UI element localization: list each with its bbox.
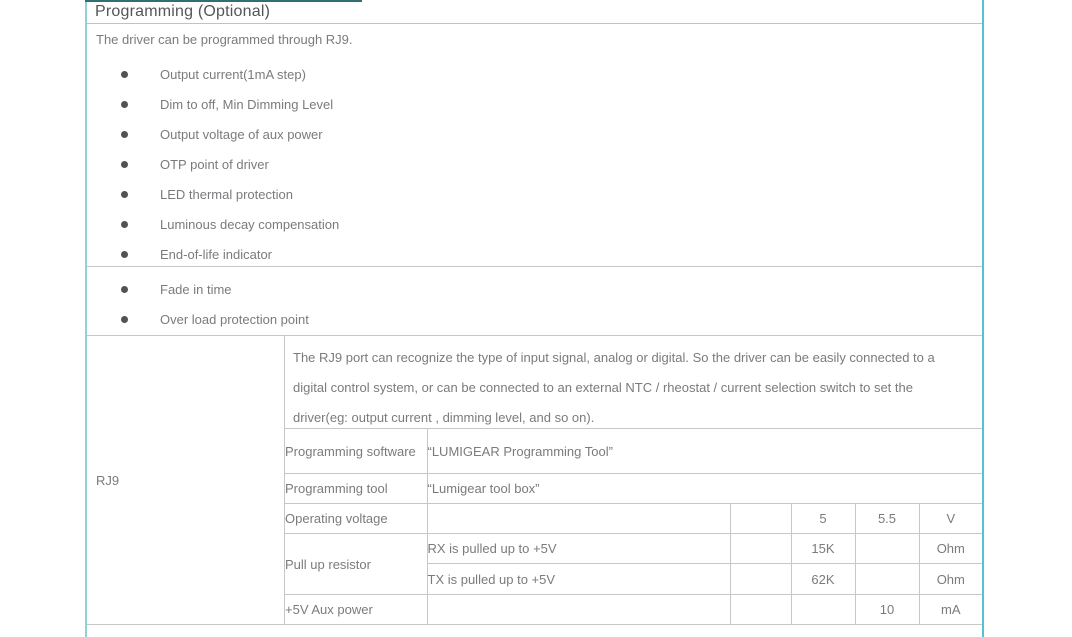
programmable-parameters-section (87, 24, 982, 267)
bullet-item (87, 304, 982, 334)
bullet-icon (121, 286, 128, 293)
rj9-section (87, 336, 982, 625)
next-section-strip (87, 625, 982, 637)
programming-tool-label: Programming tool (285, 474, 427, 504)
bullet-item (87, 119, 982, 149)
bullet-icon (121, 131, 128, 138)
pull-up-rx-col1 (730, 534, 791, 564)
section-header (87, 0, 982, 24)
bullet-item (87, 179, 982, 209)
extra-bullet-list (87, 274, 982, 334)
pull-up-rx-col3 (855, 534, 919, 564)
bullet-label: Luminous decay compensation (160, 216, 340, 232)
bullet-icon (121, 191, 128, 198)
pull-up-rx-col2: 15K (791, 534, 855, 564)
rj9-description-line: driver(eg: output current , dimming level, and so on). (293, 410, 595, 425)
bullet-icon (121, 161, 128, 168)
bullet-label: Dim to off, Min Dimming Level (160, 96, 334, 112)
aux-power-unit: mA (919, 595, 982, 625)
pull-up-tx-condition: TX is pulled up to +5V (427, 564, 730, 595)
programming-tool-value: “Lumigear tool box” (427, 474, 982, 504)
pull-up-rx-condition: RX is pulled up to +5V (427, 534, 730, 564)
bullet-item (87, 89, 982, 119)
operating-voltage-condition (427, 504, 730, 534)
parameter-bullet-list (87, 59, 982, 269)
operating-voltage-col1 (730, 504, 791, 534)
bullet-icon (121, 251, 128, 258)
bullet-item (87, 239, 982, 269)
bullet-label: Fade in time (160, 281, 232, 297)
bullet-item (87, 59, 982, 89)
bullet-label: Over load protection point (160, 311, 309, 327)
bullet-item (87, 149, 982, 179)
rj9-description (285, 336, 982, 428)
bullet-label: End-of-life indicator (160, 246, 272, 262)
pull-up-resistor-label: Pull up resistor (285, 534, 427, 595)
bullet-item (87, 209, 982, 239)
programming-software-label: Programming software (285, 429, 427, 474)
bullet-icon (121, 316, 128, 323)
pull-up-tx-unit: Ohm (919, 564, 982, 595)
rj9-row-label: RJ9 (87, 336, 285, 624)
aux-power-col1 (730, 595, 791, 625)
table-row (285, 595, 982, 625)
pull-up-tx-col2: 62K (791, 564, 855, 595)
table-row (285, 534, 982, 564)
bullet-icon (121, 101, 128, 108)
accent-top-rule (85, 0, 362, 2)
bullet-item (87, 274, 982, 304)
datasheet-table (85, 0, 984, 637)
operating-voltage-col2: 5 (791, 504, 855, 534)
programming-software-value: “LUMIGEAR Programming Tool” (427, 429, 982, 474)
operating-voltage-label: Operating voltage (285, 504, 427, 534)
bullet-label: LED thermal protection (160, 186, 293, 202)
aux-power-col2 (791, 595, 855, 625)
bullet-label: Output current(1mA step) (160, 66, 306, 82)
rj9-description-line: The RJ9 port can recognize the type of input signal, analog or digital. So the driver can be easily connected to a (293, 350, 935, 365)
rj9-description-line: digital control system, or can be connected to an external NTC / rheostat / current selection switch to set the (293, 380, 913, 395)
pull-up-tx-col1 (730, 564, 791, 595)
bullet-label: OTP point of driver (160, 156, 269, 172)
table-row (285, 504, 982, 534)
table-row (285, 474, 982, 504)
pull-up-rx-unit: Ohm (919, 534, 982, 564)
rj9-content (285, 336, 982, 624)
page-title: Programming (Optional) (95, 2, 271, 20)
extra-parameters-section (87, 267, 982, 336)
bullet-icon (121, 221, 128, 228)
aux-power-label: +5V Aux power (285, 595, 427, 625)
aux-power-condition (427, 595, 730, 625)
aux-power-col3: 10 (855, 595, 919, 625)
rj9-spec-table (285, 428, 982, 625)
bullet-icon (121, 71, 128, 78)
table-row (285, 429, 982, 474)
operating-voltage-unit: V (919, 504, 982, 534)
pull-up-tx-col3 (855, 564, 919, 595)
intro-text: The driver can be programmed through RJ9. (96, 32, 353, 47)
bullet-label: Output voltage of aux power (160, 126, 323, 142)
operating-voltage-col3: 5.5 (855, 504, 919, 534)
